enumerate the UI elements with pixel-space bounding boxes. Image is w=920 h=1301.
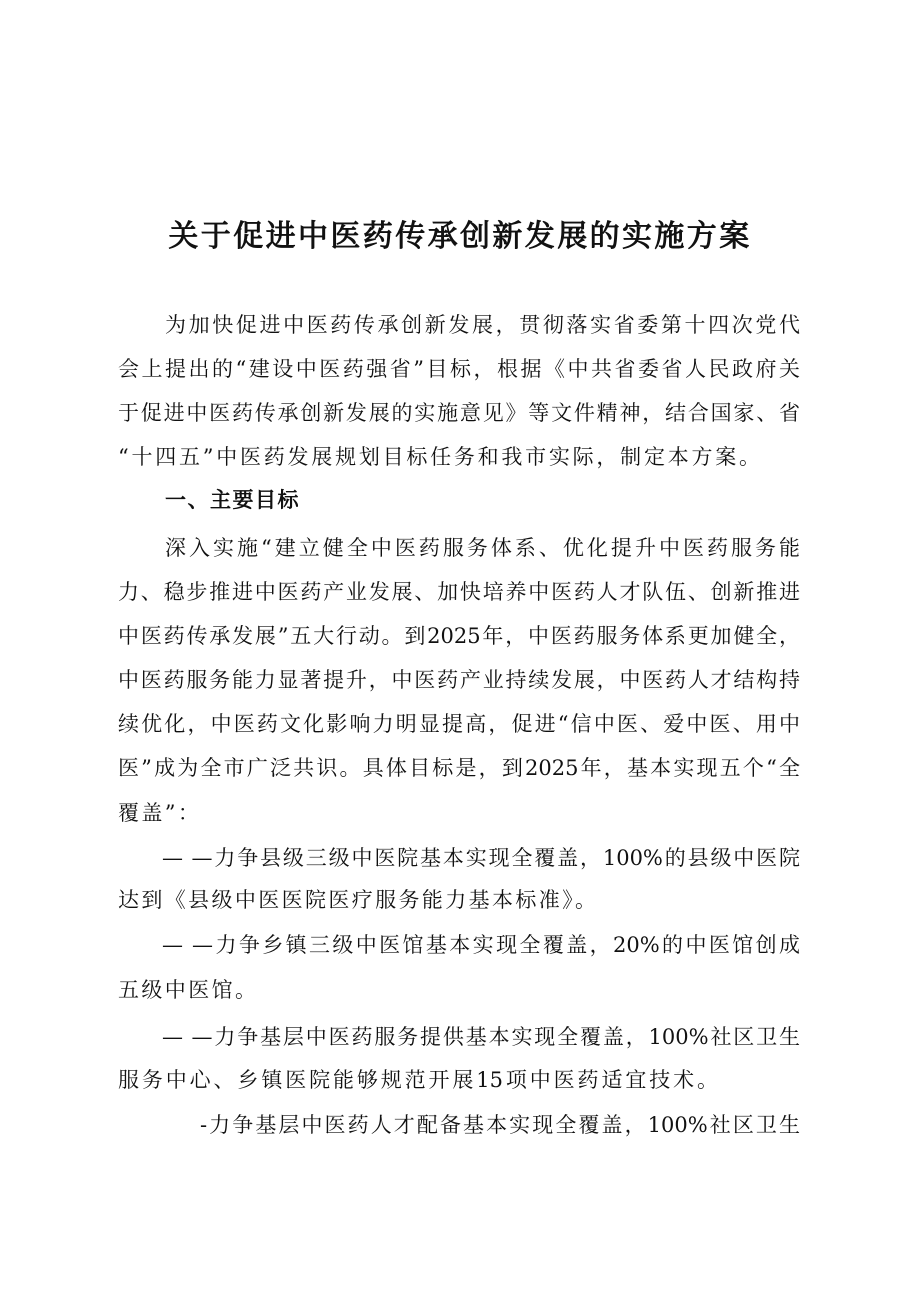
overview-line: 医”成为全市广泛共识。具体目标是，到2025年，基本实现五个“全 xyxy=(118,756,800,780)
intro-line: 于促进中医药传承创新发展的实施意见》等文件精神，结合国家、省 xyxy=(118,401,800,425)
overview-line: 中医药传承发展”五大行动。到2025年，中医药服务体系更加健全， xyxy=(118,624,800,648)
section-heading: 一、主要目标 xyxy=(165,488,300,512)
target-line: — —力争乡镇三级中医馆基本实现全覆盖，20%的中医馆创成 xyxy=(162,933,800,957)
intro-line: “十四五”中医药发展规划目标任务和我市实际，制定本方案。 xyxy=(118,445,760,469)
document-title: 关于促进中医药传承创新发展的实施方案 xyxy=(168,219,752,254)
overview-line: 覆盖”： xyxy=(118,801,202,825)
target-line: 服务中心、乡镇医院能够规范开展15项中医药适宜技术。 xyxy=(118,1068,718,1092)
overview-line: 深入实施“建立健全中医药服务体系、优化提升中医药服务能 xyxy=(165,536,800,560)
overview-line: 续优化，中医药文化影响力明显提高，促进“信中医、爱中医、用中 xyxy=(118,712,800,736)
overview-line: 力、稳步推进中医药产业发展、加快培养中医药人才队伍、创新推进 xyxy=(118,580,800,604)
target-line: 达到《县级中医医院医疗服务能力基本标准》。 xyxy=(118,888,596,912)
intro-line: 会上提出的“建设中医药强省”目标，根据《中共省委省人民政府关 xyxy=(118,357,800,381)
target-line: — —力争县级三级中医院基本实现全覆盖，100%的县级中医院 xyxy=(162,846,800,870)
intro-line: 为加快促进中医药传承创新发展，贯彻落实省委第十四次党代 xyxy=(165,313,800,337)
target-line: 五级中医馆。 xyxy=(118,978,259,1002)
overview-line: 中医药服务能力显著提升，中医药产业持续发展，中医药人才结构持 xyxy=(118,668,800,692)
target-line: -力争基层中医药人才配备基本实现全覆盖，100%社区卫生 xyxy=(200,1113,800,1137)
target-line: — —力争基层中医药服务提供基本实现全覆盖，100%社区卫生 xyxy=(162,1025,800,1049)
